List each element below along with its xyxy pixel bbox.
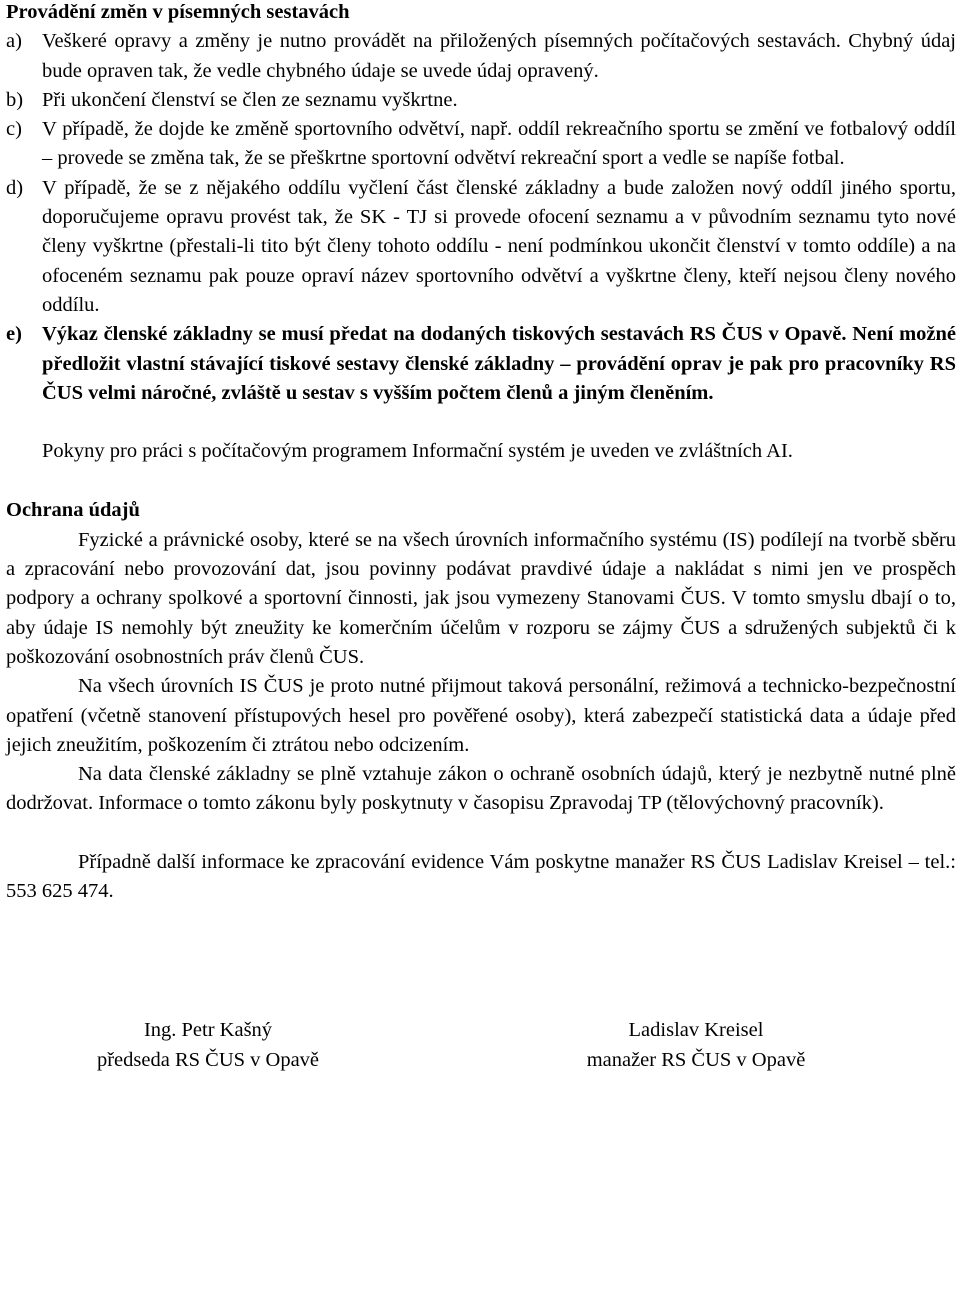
paragraph-obligations: Fyzické a právnické osoby, které se na všech úrovních informačního systému (IS) podílejí na tvorbě sběru a zpracování nebo provozování dat, jsou povinny podávat pravdivé údaje a nakládat s nimi jen ve prospěch podpory a ochrany spolkové a sportovní činnosti, jak jsou vymezeny Stanovami ČUS. V tomto smyslu dbají o to, aby údaje IS nemohly být zneužity ke komerčním účelům v rozporu se zájmy ČUS a sdružených subjektů či k poškozování osobnostních práv členů ČUS.: [6, 528, 956, 668]
list-item-text: Výkaz členské základny se musí předat na dodaných tiskových sestavách RS ČUS v Opavě. Není možné předložit vlastní stávající tiskové sestavy členské základny – provádění oprav je pak pro pracovníky RS ČUS velmi náročné, zvláště u sestav s vyšším počtem členů a jiným členěním.: [42, 323, 956, 404]
signatory-name: Ladislav Kreisel: [628, 1019, 764, 1042]
list-item-d: [6, 174, 956, 320]
signatory-name: Ing. Petr Kašný: [143, 1019, 273, 1042]
signature-right: [546, 1016, 846, 1075]
list-marker: e): [6, 323, 22, 346]
list-item-text: Při ukončení členství se člen ze seznamu vyškrtne.: [42, 88, 458, 111]
list-item-text: Veškeré opravy a změny je nutno provádět na přiložených písemných počítačových sestavách. Chybný údaj bude opraven tak, že vedle chybného údaje se uvede údaj opravený.: [42, 30, 956, 82]
list-marker: b): [6, 88, 24, 111]
list-item-a: [6, 27, 956, 86]
signature-block: [6, 1016, 956, 1076]
signature-left: [78, 1016, 338, 1075]
list-marker: d): [6, 176, 24, 199]
section-title-data-protection: Ochrana údajů: [6, 499, 140, 522]
list-marker: a): [6, 30, 22, 53]
signatory-role: předseda RS ČUS v Opavě: [96, 1048, 320, 1071]
list-item-c: [6, 115, 956, 174]
paragraph-security-measures: Na všech úrovních IS ČUS je proto nutné přijmout taková personální, režimová a technicko-bezpečnostní opatření (včetně stanovení přístupových hesel pro pověřené osoby), která zabezpečí statistická data a údaje před jejich zneužitím, poškozením či ztrátou nebo odcizením.: [6, 675, 956, 756]
document-page: [6, 0, 956, 1076]
software-note: Pokyny pro práci s počítačovým programem Informační systém je uveden ve zvláštních AI.: [42, 440, 793, 463]
paragraph-data-law: Na data členské základny se plně vztahuje zákon o ochraně osobních údajů, který je nezbytně nutné plně dodržovat. Informace o tomto zákonu byly poskytnuty v časopisu Zpravodaj TP (tělovýchovný pracovník).: [6, 763, 956, 815]
list-item-text: V případě, že se z nějakého oddílu vyčlení část členské základny a bude založen nový oddíl jiného sportu, doporučujeme opravu provést tak, že SK - TJ si provede ofocení seznamu a v původním seznamu tyto nové členy vyškrtne (přestali-li tito být členy tohoto oddílu - není podmínkou ukončit členství v tomto oddíle) a na ofoceném seznamu pak pouze opraví název sportovního odvětví a vyškrtne členy, kteří nejsou členy nového oddílu.: [42, 176, 956, 316]
list-marker: c): [6, 118, 22, 141]
list-item-b: [6, 86, 956, 115]
list-item-e: [6, 320, 956, 408]
section-title-changes: Provádění změn v písemných sestavách: [6, 1, 350, 23]
contact-paragraph: Případně další informace ke zpracování evidence Vám poskytne manažer RS ČUS Ladislav Kreisel – tel.: 553 625 474.: [6, 850, 956, 903]
signatory-role: manažer RS ČUS v Opavě: [586, 1048, 806, 1071]
list-item-text: V případě, že dojde ke změně sportovního odvětví, např. oddíl rekreačního sportu se změní ve fotbalový oddíl – provede se změna tak, že se přeškrtne sportovní odvětví rekreační sport a vedle se napíše fotbal.: [42, 118, 956, 170]
